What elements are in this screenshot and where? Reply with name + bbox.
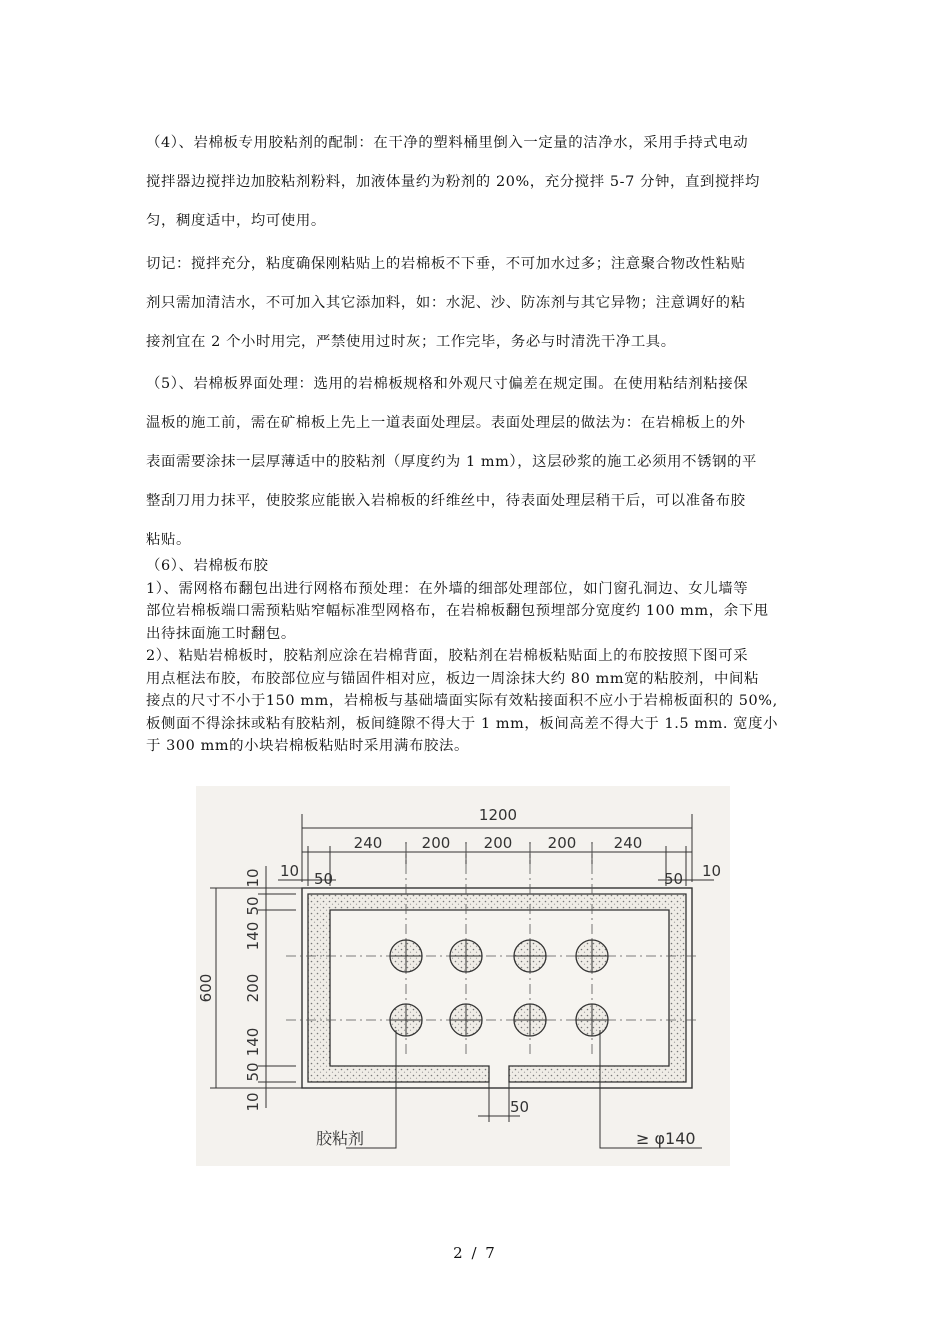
glue-label: 胶粘剂 xyxy=(316,1129,365,1148)
text-line: 出待抹面施工时翻包。 xyxy=(146,625,296,642)
gap-label: 50 xyxy=(510,1098,530,1116)
adhesive-dot xyxy=(390,1004,422,1036)
adhesive-dot xyxy=(514,940,546,972)
text-line: 剂只需加清洁水，不可加入其它添加料，如：水泥、沙、防冻剂与其它异物；注意调好的粘 xyxy=(146,295,746,311)
segment-label: 200 xyxy=(483,834,513,852)
section-heading: （6）、岩棉板布胶 xyxy=(146,558,269,574)
text-line: 1）、需网格布翻包出进行网格布预处理：在外墙的细部处理部位，如门窗孔洞边、女儿墙等 xyxy=(146,580,749,597)
total-height-label: 600 xyxy=(197,973,215,1003)
item-1 xyxy=(146,578,808,646)
page-number: 2 / 7 xyxy=(453,1244,497,1262)
adhesive-dot xyxy=(450,1004,482,1036)
text-line: 板侧面不得涂抹或粘有胶粘剂，板间缝隙不得大于 1 mm，板间高差不得大于 1.5 mm. 宽度小 xyxy=(146,715,779,732)
paragraph-5 xyxy=(146,374,808,550)
v-segment-label: 140 xyxy=(244,1027,262,1057)
total-width-label: 1200 xyxy=(478,806,518,824)
adhesive-dot xyxy=(390,940,422,972)
segment-label: 200 xyxy=(547,834,577,852)
adhesive-layout-figure xyxy=(196,786,730,1166)
text-line: 接剂宜在 2 个小时用完，严禁使用过时灰；工作完毕，务必与时清洗干净工具。 xyxy=(146,334,676,350)
v-segment-label: 50 xyxy=(244,1062,262,1082)
adhesive-dot xyxy=(576,940,608,972)
adhesive-dot xyxy=(450,940,482,972)
adhesive-layout-drawing xyxy=(196,786,730,1166)
text-line: 于 300 mm的小块岩棉板粘贴时采用满布胶法。 xyxy=(146,738,469,754)
segment-label: 240 xyxy=(353,834,383,852)
text-line: 表面需要涂抹一层厚薄适中的胶粘剂（厚度约为 1 mm），这层砂浆的施工必须用不锈钢的平 xyxy=(146,454,758,470)
text-line: 温板的施工前，需在矿棉板上先上一道表面处理层。表面处理层的做法为：在岩棉板上的外 xyxy=(146,415,746,431)
paragraph-6 xyxy=(146,555,808,758)
text-line: 匀，稠度适中，均可使用。 xyxy=(146,213,326,229)
text-line: 粘贴。 xyxy=(146,532,191,548)
v-segment-label: 10 xyxy=(244,868,262,888)
v-segment-label: 200 xyxy=(244,973,262,1003)
item-2 xyxy=(146,645,808,758)
dot-size-label: ≥ φ140 xyxy=(636,1129,696,1148)
text-line: 搅拌器边搅拌边加胶粘剂粉料，加液体量约为粉剂的 20%，充分搅拌 5-7 分钟，直到搅拌均 xyxy=(146,174,760,190)
text-line: 2）、粘贴岩棉板时，胶粘剂应涂在岩棉背面，胶粘剂在岩棉板粘贴面上的布胶按照下图可采 xyxy=(146,648,749,664)
adhesive-dot xyxy=(514,1004,546,1036)
edge-label: 10 xyxy=(702,862,722,880)
text-line: 部位岩棉板端口需预粘贴窄幅标准型网格布，在岩棉板翻包预埋部分宽度约 100 mm，余下甩 xyxy=(146,603,769,619)
edge-label: 50 xyxy=(664,870,684,888)
board-outline xyxy=(302,888,692,1088)
text-line: 切记：搅拌充分，粘度确保刚粘贴上的岩棉板不下垂，不可加水过多；注意聚合物改性粘贴 xyxy=(146,256,746,272)
edge-label: 10 xyxy=(280,862,300,880)
text-line: （4）、岩棉板专用胶粘剂的配制：在干净的塑料桶里倒入一定量的洁净水，采用手持式电动 xyxy=(146,135,749,151)
text-line: （5）、岩棉板界面处理：选用的岩棉板规格和外观尺寸偏差在规定围。在使用粘结剂粘接保 xyxy=(146,376,749,392)
v-segment-label: 140 xyxy=(244,921,262,951)
paragraph-4 xyxy=(146,133,808,231)
segment-label: 240 xyxy=(613,834,643,852)
text-line: 用点框法布胶，布胶部位应与锚固件相对应，板边一周涂抹大约 80 mm宽的粘胶剂，中间粘 xyxy=(146,670,760,687)
adhesive-dot xyxy=(576,1004,608,1036)
v-segment-label: 10 xyxy=(244,1092,262,1112)
edge-label: 50 xyxy=(314,870,334,888)
text-line: 整刮刀用力抹平，使胶浆应能嵌入岩棉板的纤维丝中，待表面处理层稍干后，可以准备布胶 xyxy=(146,493,746,509)
v-segment-label: 50 xyxy=(244,896,262,916)
note-paragraph xyxy=(146,254,808,352)
text-line: 接点的尺寸不小于150 mm，岩棉板与基础墙面实际有效粘接面积不应小于岩棉板面积的 50%, xyxy=(146,693,778,709)
segment-label: 200 xyxy=(421,834,451,852)
